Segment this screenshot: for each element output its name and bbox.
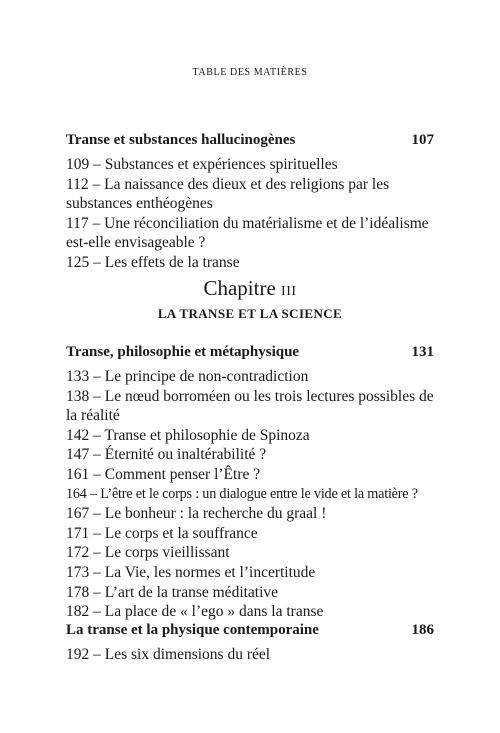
toc-entry: 182 – La place de « l’ego » dans la transe (66, 603, 324, 621)
toc-entry: 133 – Le principe de non-contradiction (66, 368, 309, 385)
section-title: Transe et substances hallucinogènes (66, 132, 296, 148)
toc-entry: 192 – Les six dimensions du réel (66, 646, 271, 663)
section-page-number: 186 (411, 622, 434, 638)
chapter-title: LA TRANSE ET LA SCIENCE (157, 306, 343, 321)
section-heading (66, 619, 434, 641)
section-heading (66, 129, 434, 151)
section-heading (66, 341, 434, 363)
toc-entry: 171 – Le corps et la souffrance (66, 524, 258, 542)
toc-entry: 161 – Comment penser l’Être ? (66, 465, 261, 483)
toc-entry: 117 – Une réconciliation du matérialisme et de l’idéalisme (66, 214, 429, 232)
toc-entry: 178 – L’art de la transe méditative (66, 583, 279, 601)
toc-entry: 173 – La Vie, les normes et l’incertitude (66, 563, 316, 581)
toc-entry-continuation: la réalité (66, 407, 120, 425)
running-head: TABLE DES MATIÈRES (192, 67, 308, 78)
section-page-number: 131 (411, 344, 434, 360)
toc-entry: 147 – Éternité ou inaltérabilité ? (66, 446, 267, 464)
chapter-word: Chapitre (203, 276, 276, 300)
toc-entry: 112 – La naissance des dieux et des religions par les (66, 175, 390, 193)
toc-section-philosophie (66, 341, 434, 622)
toc-entry: 138 – Le nœud borroméen ou les trois lectures possibles de (66, 387, 434, 405)
toc-entry: 167 – Le bonheur : la recherche du graal ! (66, 505, 327, 523)
toc-section-hallucinogenes (66, 129, 434, 273)
section-title: Transe, philosophie et métaphysique (66, 344, 300, 360)
chapter-heading (0, 276, 500, 301)
toc-entry: 125 – Les effets de la transe (66, 253, 240, 271)
toc-entry: 164 – L’être et le corps : un dialogue entre le vide et la matière ? (66, 485, 418, 502)
section-title: La transe et la physique contemporaine (66, 622, 319, 638)
toc-entry: 142 – Transe et philosophie de Spinoza (66, 426, 310, 444)
section-page-number: 107 (411, 132, 434, 148)
toc-entry-continuation: est-elle envisageable ? (66, 234, 206, 252)
toc-entry-continuation: substances enthéogènes (66, 195, 213, 213)
toc-section-physique (66, 619, 434, 665)
toc-entry: 172 – Le corps vieillissant (66, 544, 230, 562)
toc-entry: 109 – Substances et expériences spirituelles (66, 156, 338, 173)
chapter-numeral: III (281, 284, 297, 299)
